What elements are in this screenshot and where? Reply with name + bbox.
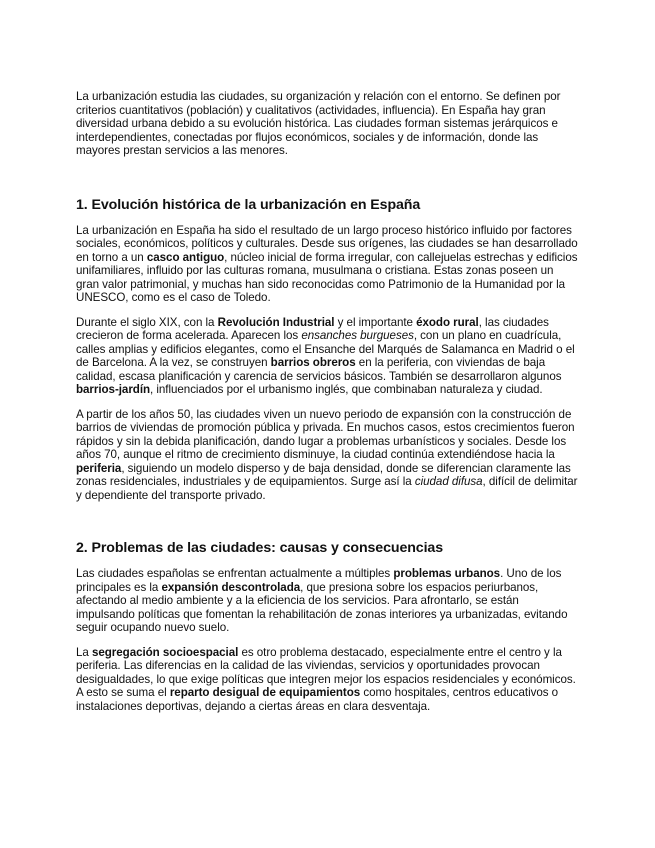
section-heading-evolution: 1. Evolución histórica de la urbanización en España [76, 196, 421, 213]
text-run: , siguiendo un modelo disperso y de baja densidad, donde se diferencian claramente las zonas residenciales, industriales y de equipamientos. Surge así la [76, 461, 571, 488]
italic-term: ensanches burgueses [301, 329, 414, 342]
text-run: A partir de los años 50, las ciudades viven un nuevo periodo de expansión con la construcción de barrios de viviendas de promoción pública y privada. En muchos casos, estos crecimientos fueron rápidos y sin la debida planificación, dando lugar a problemas urbanísticos y sociales. Desde los años 70, aunque el ritmo de crecimiento disminuye, la ciudad continúa extendiéndose hacia la [76, 407, 575, 461]
document-body [76, 90, 579, 713]
bold-term: Revolución Industrial [217, 315, 335, 329]
text-run: , núcleo inicial de forma irregular, con callejuelas estrechas y edificios unifamiliares, influido por las culturas romana, musulmana o cristiana. Estas zonas poseen un gran valor patrimonial, y muchas han sido reconocidas como Patrimonio de la Humanidad por la UNESCO, como es el caso de Toledo. [76, 250, 578, 304]
bold-term: reparto desigual de equipamientos [169, 686, 361, 699]
text-run: y el importante [334, 315, 417, 329]
bold-term: periferia [76, 461, 122, 475]
italic-term: ciudad difusa [414, 475, 483, 488]
bold-term: problemas urbanos [393, 567, 501, 580]
section-heading-problems: 2. Problemas de las ciudades: causas y consecuencias [76, 540, 444, 556]
text-run: , las ciudades crecieron de forma acelerada. Aparecen los [76, 315, 549, 342]
text-run: , influenciados por el urbanismo inglés, que combinaban naturaleza y ciudad. [150, 383, 543, 396]
text-run: , que presiona sobre los espacios periurbanos, afectando al medio ambiente y a la eficiencia de los servicios. Para afrontarlo, se están impulsando políticas que fomentan la rehabilitación de zonas interiores ya urbanizadas, evitando seguir ocupando nuevo suelo. [76, 580, 568, 634]
paragraph-segregacion [76, 646, 579, 714]
text-run: en la periferia, con viviendas de baja calidad, escasa planificación y carencia de servicios básicos. También se desarrollaron algunos [76, 356, 562, 383]
bold-term: segregación socioespacial [91, 645, 239, 659]
bold-term: éxodo rural [416, 315, 479, 329]
text-run: Durante el siglo XIX, con la [76, 315, 218, 329]
bold-term: expansión descontrolada [161, 580, 301, 594]
intro-paragraph: La urbanización estudia las ciudades, su organización y relación con el entorno. Se definen por criterios cuantitativos (población) y cualitativos (actividades, influencia). En España hay gran diversidad urbana debido a su evolución histórica. Las ciudades forman sistemas jerárquicos e interdependientes, conectadas por flujos económicos, sociales y de información, donde las mayores prestan servicios a las menores. [76, 90, 561, 157]
paragraph-revolucion-industrial [76, 316, 579, 397]
text-run: como hospitales, centros educativos o instalaciones deportivas, dejando a ciertas áreas en clara desventaja. [76, 686, 559, 713]
text-run: , difícil de delimitar y dependiente del transporte privado. [76, 475, 578, 502]
bold-term: barrios obreros [270, 356, 356, 369]
text-run: La [76, 645, 92, 659]
text-run: es otro problema destacado, especialmente entre el centro y la periferia. Las diferencias en la calidad de las viviendas, servicios y oportunidades provocan desigualdades, lo que exige políticas que integren mejor los espacios residenciales y económicos. A esto se suma el [76, 645, 576, 699]
bold-term: barrios-jardín [76, 383, 151, 396]
paragraph-expansion-periferia [76, 408, 579, 503]
bold-term: casco antiguo [146, 250, 225, 264]
text-run: La urbanización en España ha sido el resultado de un largo proceso histórico influido por factores sociales, económicos, políticos y culturales. Desde sus orígenes, las ciudades se han desarrollado en torno a un [76, 223, 578, 264]
paragraph-casco-antiguo [76, 224, 579, 305]
paragraph-problemas-urbanos [76, 567, 579, 635]
text-run: . Uno de los principales es la [76, 567, 562, 594]
text-run: Las ciudades españolas se enfrentan actualmente a múltiples [76, 567, 394, 580]
text-run: , con un plano en cuadrícula, calles amplias y edificios elegantes, como el Ensanche del Marqués de Salamanca en Madrid o el de Barcelona. A la vez, se construyen [76, 329, 575, 369]
